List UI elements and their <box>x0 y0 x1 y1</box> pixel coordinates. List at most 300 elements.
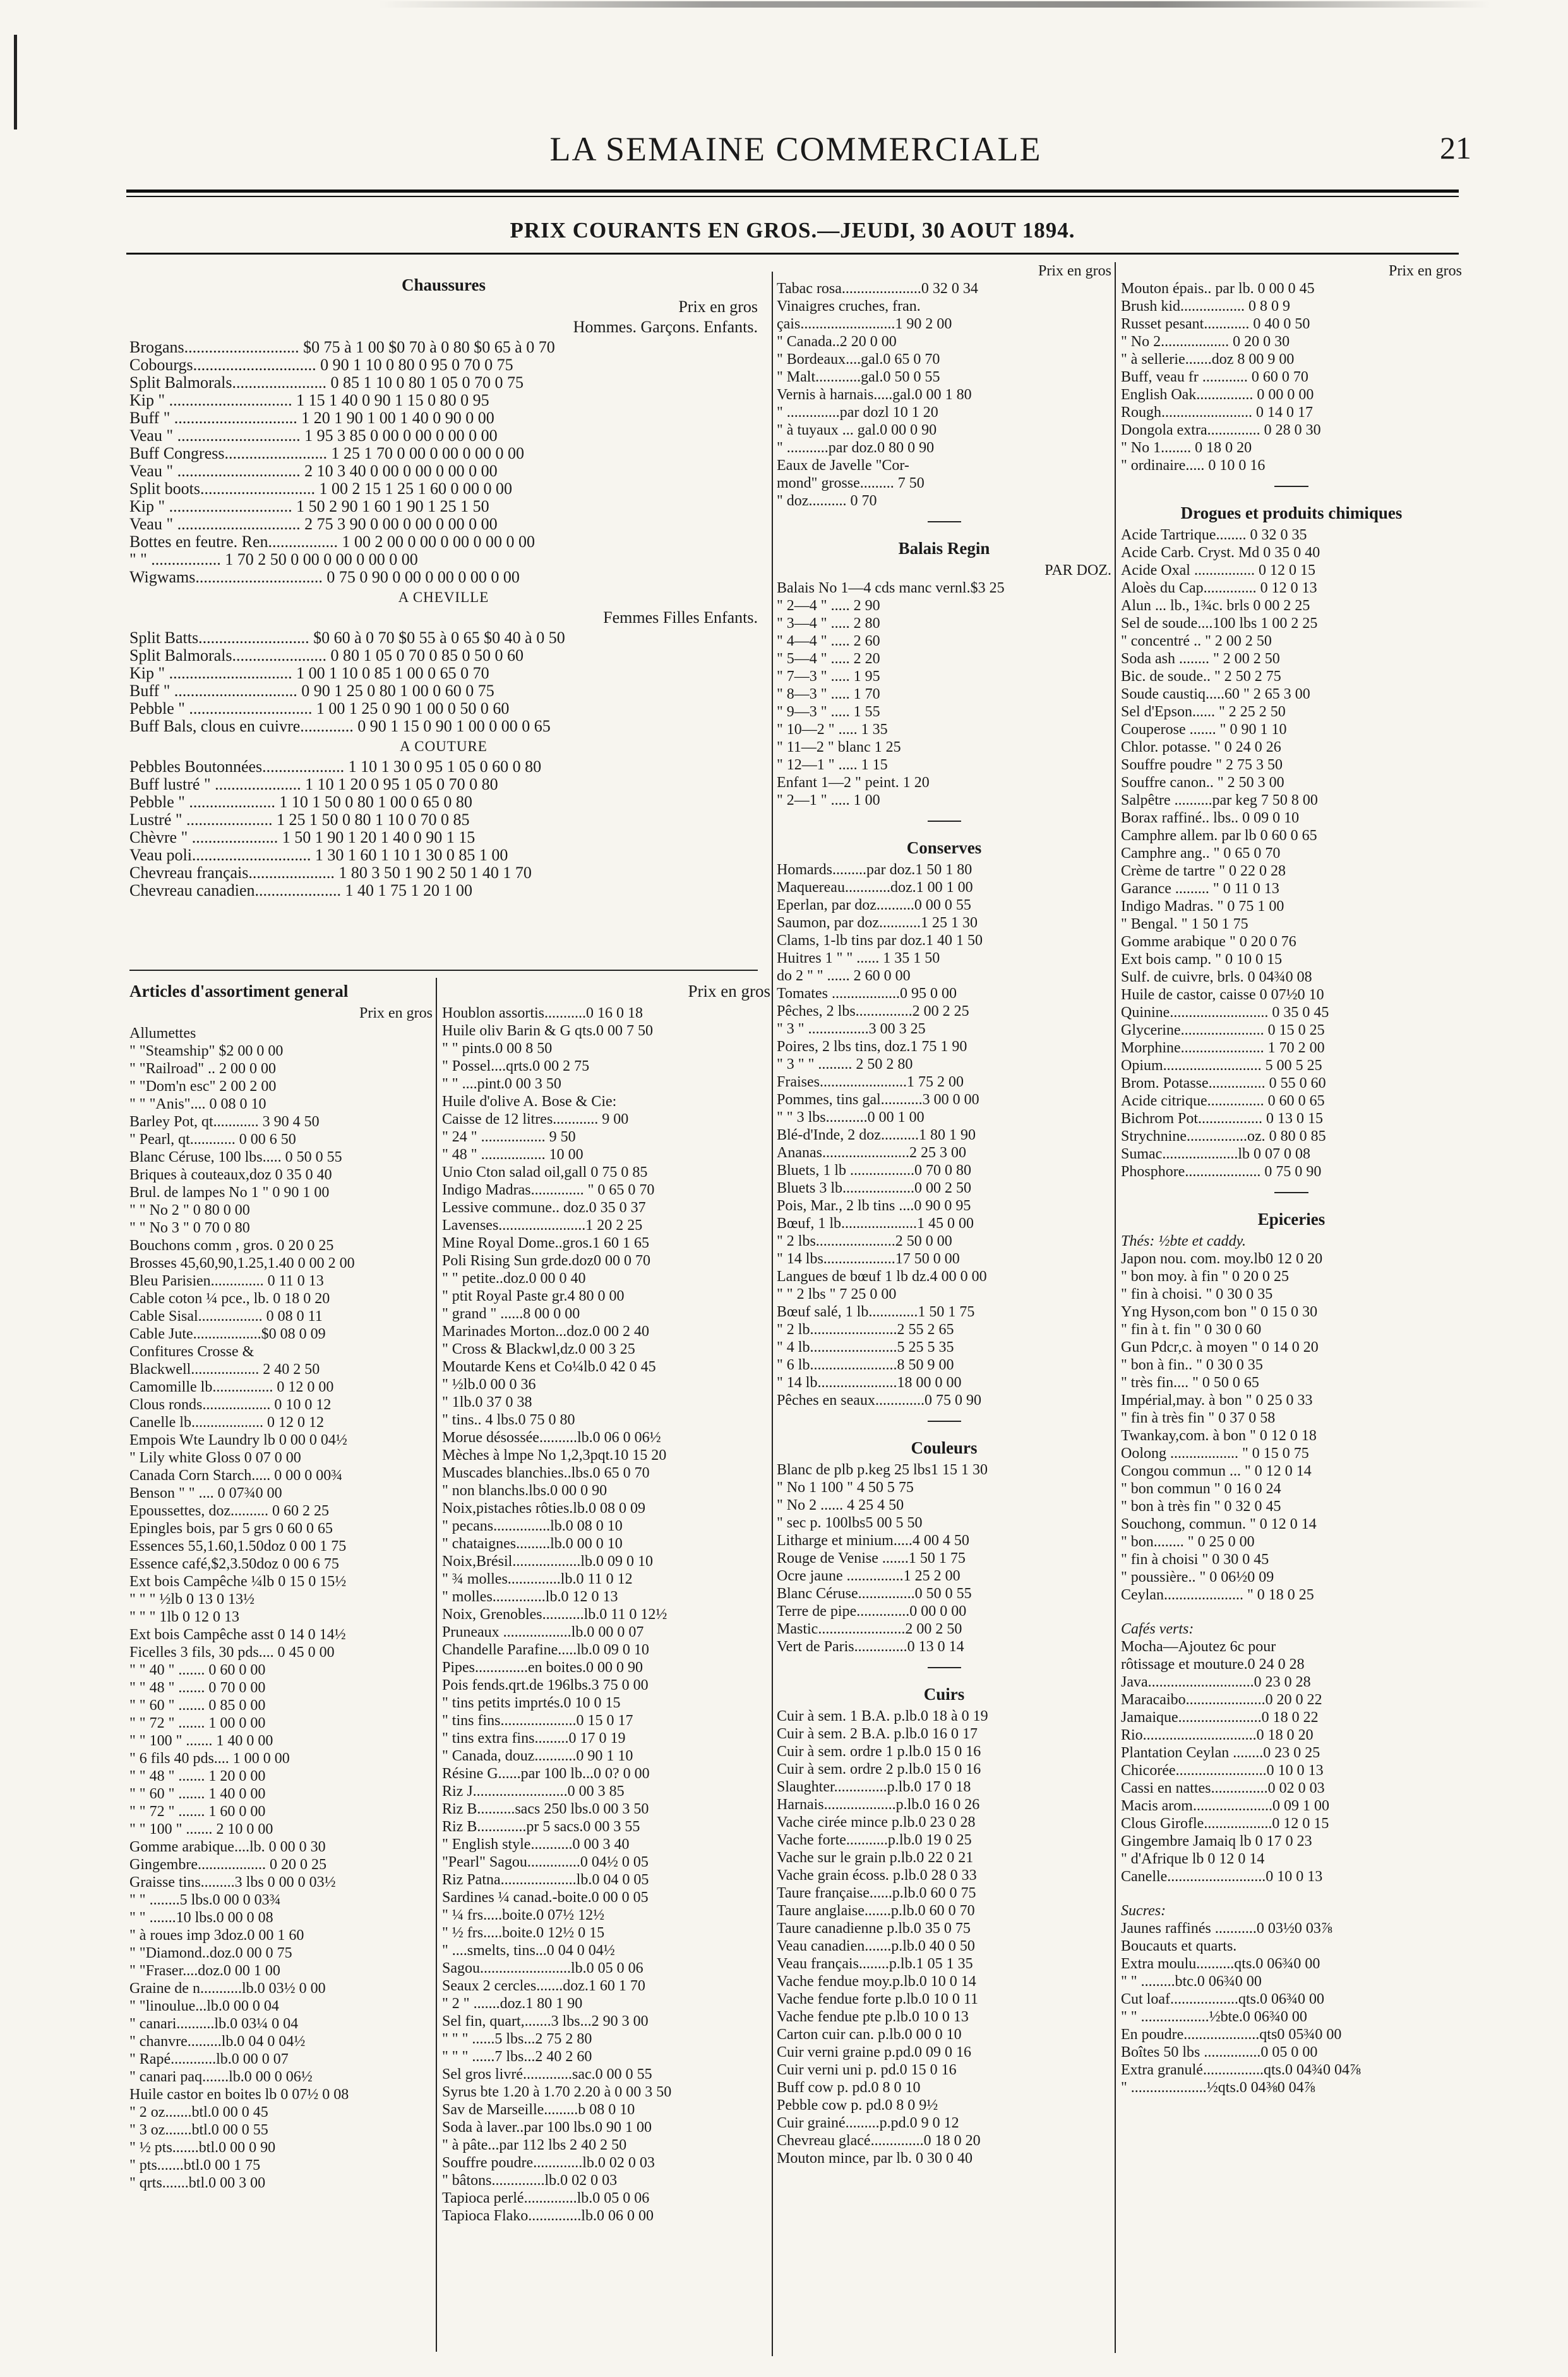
price-row: Souffre canon.. " 2 50 3 00 <box>1121 774 1284 791</box>
price-row: Impérial,may. à bon " 0 25 0 33 <box>1121 1392 1313 1409</box>
price-row: Rough........................ 0 14 0 17 <box>1121 404 1314 421</box>
price-row: Confitures Crosse & <box>129 1344 254 1360</box>
price-row: " No 2 ...... 4 25 4 50 <box>777 1497 904 1513</box>
price-row: " 2 lbs.....................2 50 0 00 <box>777 1233 952 1249</box>
price-row: Veau poli............................. 1 30 1 60 1 10 1 30 0 85 1 00 <box>129 846 508 864</box>
price-row: Tapioca Flako..............lb.0 06 0 00 <box>442 2208 654 2224</box>
price-row: Huile d'olive A. Bose & Cie: <box>442 1093 617 1110</box>
price-row: Gomme arabique " 0 20 0 76 <box>1121 934 1296 950</box>
price-row: " bon........ " 0 25 0 00 <box>1121 1534 1255 1550</box>
price-row: " " " ......5 lbs...2 75 2 80 <box>442 2031 592 2047</box>
price-row: " poussière.. " 0 06½0 09 <box>1121 1569 1274 1586</box>
price-row: Graine de n...........lb.0 03½ 0 00 <box>129 1980 326 1997</box>
price-row: " " " 1lb 0 12 0 13 <box>129 1609 240 1625</box>
prices-heading: Prix en gros <box>688 982 770 1001</box>
price-row: " 2 " .......doz.1 80 1 90 <box>442 1995 583 2012</box>
column-articles <box>129 978 433 2192</box>
price-row: " ¼ frs.....boite.0 07½ 12½ <box>442 1907 605 1923</box>
price-row: " ....................½qts.0 04⅜0 04⅞ <box>1121 2079 1315 2096</box>
price-row: Kip " .............................. 1 00 1 10 0 85 1 00 0 65 0 70 <box>129 665 489 682</box>
price-row: " fin à choisi. " 0 30 0 35 <box>1121 1286 1273 1303</box>
price-row: " Canada, douz...........0 90 1 10 <box>442 1748 633 1764</box>
price-row: Morue désossée..........lb.0 06 0 06½ <box>442 1429 661 1446</box>
price-row: Huile castor en boites lb 0 07½ 0 08 <box>129 2086 349 2103</box>
price-row: " 3 " ................3 00 3 25 <box>777 1021 926 1037</box>
scan-artifact-left <box>14 35 17 129</box>
price-row: Buff Congress......................... 1 25 1 70 0 00 0 00 0 00 0 00 <box>129 445 524 462</box>
price-row: Opium.......................... 5 00 5 25 <box>1121 1057 1322 1074</box>
price-row: Buff cow p. pd.0 8 0 10 <box>777 2079 921 2096</box>
price-row: "Pearl" Sagou..............0 04½ 0 05 <box>442 1854 649 1870</box>
price-row: " ptit Royal Paste gr.4 80 0 00 <box>442 1288 625 1304</box>
price-row: Huitres 1 " " ...... 1 35 1 50 <box>777 950 940 966</box>
price-row: " ½lb.0 00 0 36 <box>442 1376 536 1393</box>
price-row: Moutarde Kens et Co¼lb.0 42 0 45 <box>442 1359 656 1375</box>
price-row: " " No 2 " 0 80 0 00 <box>129 1202 250 1219</box>
price-row: " Canada..2 20 0 00 <box>777 334 897 350</box>
price-row: Pebble " ..................... 1 10 1 50 0 80 1 00 0 65 0 80 <box>129 793 472 811</box>
price-row: " 14 lb.....................18 00 0 00 <box>777 1375 962 1391</box>
prices-heading: Prix en gros <box>359 1005 433 1021</box>
price-row: Pois, Mar., 2 lb tins ....0 90 0 95 <box>777 1198 971 1214</box>
price-row: Buff, veau fr ............ 0 60 0 70 <box>1121 369 1308 385</box>
price-row: " " 3 lbs...........0 00 1 00 <box>777 1109 925 1126</box>
price-row: " bon commun " 0 16 0 24 <box>1121 1481 1281 1497</box>
price-row: Kip " .............................. 1 50 2 90 1 60 1 90 1 25 1 50 <box>129 498 489 515</box>
price-row: Sav de Marseille.........b 08 0 10 <box>442 2102 635 2118</box>
price-row: Maracaibo.....................0 20 0 22 <box>1121 1692 1322 1708</box>
price-row: " " pints.0 00 8 50 <box>442 1040 553 1057</box>
price-row: Blanc Céruse, 100 lbs..... 0 50 0 55 <box>129 1149 342 1165</box>
price-row: Cobourgs.............................. 0 90 1 10 0 80 0 95 0 70 0 75 <box>129 356 513 374</box>
price-row: Brul. de lampes No 1 " 0 90 1 00 <box>129 1184 330 1201</box>
unit-label: PAR DOZ. <box>1044 562 1111 579</box>
price-row: Gomme arabique....lb. 0 00 0 30 <box>129 1839 326 1855</box>
price-row: " 14 lbs...................17 50 0 00 <box>777 1251 960 1267</box>
price-row: Cuir à sem. 1 B.A. p.lb.0 18 à 0 19 <box>777 1708 988 1724</box>
price-row: Poli Rising Sun grde.doz0 00 0 70 <box>442 1253 651 1269</box>
price-row: Caisse de 12 litres............ 9 00 <box>442 1111 629 1128</box>
price-row: " ½ pts.......btl.0 00 0 90 <box>129 2139 276 2156</box>
price-row: " tins extra fins.........0 17 0 19 <box>442 1730 626 1747</box>
price-row: Strychnine................oz. 0 80 0 85 <box>1121 1128 1326 1145</box>
price-row: Vache sur le grain p.lb.0 22 0 21 <box>777 1850 974 1866</box>
price-row: Vache fendue pte p.lb.0 10 0 13 <box>777 2009 969 2025</box>
price-row: " No 1........ 0 18 0 20 <box>1121 440 1252 456</box>
price-row: Ceylan..................... " 0 18 0 25 <box>1121 1587 1314 1603</box>
price-row: Marinades Morton...doz.0 00 2 40 <box>442 1323 649 1340</box>
price-row: Plantation Ceylan ........0 23 0 25 <box>1121 1745 1320 1761</box>
price-row: " fin à t. fin " 0 30 0 60 <box>1121 1321 1262 1338</box>
price-row: Balais No 1—4 cds manc vernl.$3 25 <box>777 580 1005 596</box>
section-heading: Articles d'assortiment general <box>129 982 349 1001</box>
price-row: " Bordeaux....gal.0 65 0 70 <box>777 351 940 368</box>
price-row: Bœuf salé, 1 lb.............1 50 1 75 <box>777 1304 975 1320</box>
page-header <box>133 129 1471 174</box>
price-row: " 3 " " ......... 2 50 2 80 <box>777 1056 913 1073</box>
price-row: Huile de castor, caisse 0 07½0 10 <box>1121 987 1324 1003</box>
price-row: Muscades blanchies..lbs.0 65 0 70 <box>442 1465 650 1481</box>
price-row: Buff Bals, clous en cuivre............. 0 90 1 15 0 90 1 00 0 00 0 65 <box>129 718 551 735</box>
price-row: Blé-d'Inde, 2 doz..........1 80 1 90 <box>777 1127 976 1143</box>
price-row: Pebble " .............................. 1 00 1 25 0 90 1 00 0 50 0 60 <box>129 700 510 718</box>
price-row: " "Diamond..doz.0 00 0 75 <box>129 1945 292 1961</box>
price-row: Vache forte...........p.lb.0 19 0 25 <box>777 1832 972 1848</box>
section-rule <box>129 970 758 971</box>
price-row: Glycerine...................... 0 15 0 25 <box>1121 1022 1325 1038</box>
price-row: " " ....pint.0 00 3 50 <box>442 1076 561 1092</box>
price-row: " fin à choisi " 0 30 0 45 <box>1121 1551 1269 1568</box>
price-row: Soda à laver..par 100 lbs.0 90 1 00 <box>442 2119 652 2136</box>
price-row: Harnais...................p.lb.0 16 0 26 <box>777 1796 980 1813</box>
price-row: " 24 " ................. 9 50 <box>442 1129 576 1145</box>
price-row: " à pâte...par 112 lbs 2 40 2 50 <box>442 2137 627 2153</box>
price-row: Homards.........par doz.1 50 1 80 <box>777 862 973 878</box>
section-heading: Balais Regin <box>898 539 990 558</box>
price-row: Sel de soude....100 lbs 1 00 2 25 <box>1121 615 1318 632</box>
price-row: " qrts.......btl.0 00 3 00 <box>129 2175 266 2191</box>
price-row: Java............................0 23 0 28 <box>1121 1674 1311 1690</box>
price-row: Noix,Brésil..................lb.0 09 0 10 <box>442 1553 653 1570</box>
price-row: " 2 lb.......................2 55 2 65 <box>777 1321 954 1338</box>
price-row: Cuir à sem. ordre 2 p.lb.0 15 0 16 <box>777 1761 981 1778</box>
price-row: Cassi en nattes...............0 02 0 03 <box>1121 1780 1325 1796</box>
price-row: " Possel....qrts.0 00 2 75 <box>442 1058 590 1074</box>
price-row: Riz B..........sacs 250 lbs.0 00 3 50 <box>442 1801 649 1817</box>
price-row: çais.........................1 90 2 00 <box>777 316 952 332</box>
price-row: " 5—4 " ..... 2 20 <box>777 651 880 667</box>
price-row: " " 72 " ....... 1 60 0 00 <box>129 1803 266 1820</box>
price-row: Quinine.......................... 0 35 0 45 <box>1121 1004 1329 1021</box>
price-row: " ½ frs.....boite.0 12½ 0 15 <box>442 1925 605 1941</box>
price-row: Ext bois camp. " 0 10 0 15 <box>1121 951 1283 968</box>
price-list <box>1121 280 1462 474</box>
price-row: Tabac rosa.....................0 32 0 34 <box>777 280 978 297</box>
price-row: " Malt............gal.0 50 0 55 <box>777 369 940 385</box>
price-row: Mocha—Ajoutez 6c pour <box>1121 1639 1276 1655</box>
price-row: Houblon assortis...........0 16 0 18 <box>442 1005 643 1021</box>
price-row: " 9—3 " ..... 1 55 <box>777 704 880 720</box>
price-row: Acide Tartrique........ 0 32 0 35 <box>1121 527 1307 543</box>
price-row: mond" grosse......... 7 50 <box>777 475 925 491</box>
section-heading: Epiceries <box>1257 1210 1326 1229</box>
price-row: " tins fins....................0 15 0 17 <box>442 1712 633 1729</box>
price-row: " molles..............lb.0 12 0 13 <box>442 1589 618 1605</box>
price-row: Briques à couteaux,doz 0 35 0 40 <box>129 1167 332 1183</box>
price-row: Benson " " .... 0 07¾0 00 <box>129 1485 282 1501</box>
price-row: " " " ½lb 0 13 0 13½ <box>129 1591 255 1608</box>
separator <box>777 1656 1111 1681</box>
price-row: Couperose ....... " 0 90 1 10 <box>1121 721 1287 738</box>
price-row: Vert de Paris..............0 13 0 14 <box>777 1639 964 1655</box>
price-row: " très fin.... " 0 50 0 65 <box>1121 1375 1259 1391</box>
price-row: " 4—4 " ..... 2 60 <box>777 633 880 649</box>
separator <box>777 510 1111 535</box>
price-row: Cuir à sem. 2 B.A. p.lb.0 16 0 17 <box>777 1726 978 1742</box>
price-row: Ext bois Campêche ¼lb 0 15 0 15½ <box>129 1574 347 1590</box>
price-row: Eperlan, par doz..........0 00 0 55 <box>777 897 971 913</box>
price-row: " 3 oz.......btl.0 00 0 55 <box>129 2122 268 2138</box>
price-row: Bouchons comm , gros. 0 20 0 25 <box>129 1237 334 1254</box>
price-row: " "Dom'n esc" 2 00 2 00 <box>129 1078 277 1095</box>
price-list <box>777 861 1111 1409</box>
price-row: Indigo Madras. " 0 75 1 00 <box>1121 898 1284 915</box>
price-row: Cut loaf..................qts.0 06¾0 00 <box>1121 1991 1324 2007</box>
price-row: Pruneaux ..................lb.0 00 0 07 <box>442 1624 644 1640</box>
price-row: " ordinaire..... 0 10 0 16 <box>1121 457 1266 474</box>
price-row: " 4 lb.......................5 25 5 35 <box>777 1339 954 1356</box>
section-heading: Drogues et produits chimiques <box>1180 503 1403 522</box>
prices-heading: Prix en gros <box>678 298 758 316</box>
price-row: Cable Jute..................$0 08 0 09 <box>129 1326 326 1342</box>
price-row: Rouge de Venise .......1 50 1 75 <box>777 1550 966 1567</box>
price-row: " " ........5 lbs.0 00 0 03¾ <box>129 1892 281 1908</box>
price-row: " 6 fils 40 pds.... 1 00 0 00 <box>129 1750 290 1767</box>
subsection-heading: A COUTURE <box>400 738 488 754</box>
price-row: Bottes en feutre. Ren................. 1 00 2 00 0 00 0 00 0 00 0 00 <box>129 533 535 551</box>
price-row: Jaunes raffinés ...........0 03½0 03⅞ <box>1121 1920 1332 1937</box>
price-row: " " ..................½bte.0 06¾0 00 <box>1121 2009 1307 2025</box>
price-row: Split boots............................ 1 00 2 15 1 25 1 60 0 00 0 00 <box>129 480 512 498</box>
price-row: Vernis à harnais.....gal.0 00 1 80 <box>777 387 972 403</box>
price-row: " tins petits imprtés.0 10 0 15 <box>442 1695 621 1711</box>
price-row: Sumac....................lb 0 07 0 08 <box>1121 1146 1310 1162</box>
price-row: Sel d'Epson...... " 2 25 2 50 <box>1121 704 1286 720</box>
price-row: Rio..............................0 18 0 20 <box>1121 1727 1314 1743</box>
price-row: Bic. de soude.. " 2 50 2 75 <box>1121 668 1281 685</box>
price-row: " " " ......7 lbs...2 40 2 60 <box>442 2049 592 2065</box>
price-row: " concentré .. " 2 00 2 50 <box>1121 633 1272 649</box>
price-row: Vache cirée mince p.lb.0 23 0 28 <box>777 1814 976 1831</box>
price-row: Twankay,com. à bon " 0 12 0 18 <box>1121 1428 1317 1444</box>
price-row: Noix, Grenobles...........lb.0 11 0 12½ <box>442 1606 667 1623</box>
price-row: Souffre poudre.............lb.0 02 0 03 <box>442 2155 655 2171</box>
section-heading: Cuirs <box>923 1685 965 1704</box>
price-row: " " 2 lbs " 7 25 0 00 <box>777 1286 897 1303</box>
price-row: Camomille lb................ 0 12 0 00 <box>129 1379 334 1395</box>
price-row: " 8—3 " ..... 1 70 <box>777 686 880 702</box>
price-row: " canari paq.......lb.0 00 0 06½ <box>129 2069 313 2085</box>
price-row: Epingles bois, par 5 grs 0 60 0 65 <box>129 1520 333 1537</box>
column-rule <box>1115 262 1116 2353</box>
price-row: Chevreau canadien..................... 1 40 1 75 1 20 1 00 <box>129 882 473 900</box>
price-row: Dongola extra.............. 0 28 0 30 <box>1121 422 1321 438</box>
price-row: Cable coton ¼ pce., lb. 0 18 0 20 <box>129 1291 330 1307</box>
price-row: Chèvre " ..................... 1 50 1 90 1 20 1 40 0 90 1 15 <box>129 829 476 846</box>
price-row: Chevreau français..................... 1 80 3 50 1 90 2 50 1 40 1 70 <box>129 864 532 882</box>
price-row: Bluets, 1 lb .................0 70 0 80 <box>777 1162 972 1179</box>
price-row: Terre de pipe..............0 00 0 00 <box>777 1603 967 1620</box>
price-row: Cuir verni uni p. pd.0 15 0 16 <box>777 2062 957 2078</box>
price-row: " " 48 " ....... 0 70 0 00 <box>129 1680 266 1696</box>
price-row: Mèches à lmpe No 1,2,3pqt.10 15 20 <box>442 1447 667 1464</box>
price-row: Macis arom.....................0 09 1 00 <box>1121 1798 1329 1814</box>
price-row: " " 40 " ....... 0 60 0 00 <box>129 1662 266 1678</box>
price-row: Acide citrique............... 0 60 0 65 <box>1121 1093 1325 1109</box>
price-row: Maquereau............doz.1 00 1 00 <box>777 879 973 896</box>
price-row: Salpêtre ..........par keg 7 50 8 00 <box>1121 792 1318 809</box>
price-row: " "Railroad" .. 2 00 0 00 <box>129 1061 277 1077</box>
price-row: Bleu Parisien.............. 0 11 0 13 <box>129 1273 324 1289</box>
price-row: Acide Carb. Cryst. Md 0 35 0 40 <box>1121 545 1320 561</box>
price-row: Blackwell.................. 2 40 2 50 <box>129 1361 320 1378</box>
price-row: Alun ... lb., 1¾c. brls 0 00 2 25 <box>1121 598 1310 614</box>
price-row: Langues de bœuf 1 lb dz.4 00 0 00 <box>777 1268 987 1285</box>
price-row: " 7—3 " ..... 1 95 <box>777 668 880 685</box>
price-row: " " 48 " ....... 1 20 0 00 <box>129 1768 266 1784</box>
price-row: " 2—1 " ..... 1 00 <box>777 792 880 809</box>
column-rule <box>772 272 773 2356</box>
price-row: " ..............par dozl 10 1 20 <box>777 404 938 421</box>
section-heading: Chaussures <box>401 275 486 294</box>
price-row: " "Fraser....doz.0 00 1 00 <box>129 1963 280 1979</box>
price-row: Poires, 2 lbs tins, doz.1 75 1 90 <box>777 1038 967 1055</box>
price-row: Gun Pdcr,c. à moyen " 0 14 0 20 <box>1121 1339 1319 1356</box>
price-row: Clams, 1-lb tins par doz.1 40 1 50 <box>777 932 983 949</box>
price-row: Sagou........................lb.0 05 0 06 <box>442 1960 643 1977</box>
price-row: Saumon, par doz...........1 25 1 30 <box>777 915 978 931</box>
price-row: Mine Royal Dome..gros.1 60 1 65 <box>442 1235 649 1251</box>
price-row: Huile oliv Barin & G qts.0 00 7 50 <box>442 1023 653 1039</box>
price-row: Congou commun ... " 0 12 0 14 <box>1121 1463 1312 1479</box>
price-row: Soude caustiq.....60 " 2 65 3 00 <box>1121 686 1310 702</box>
price-row: Brogans............................ $0 75 à 1 00 $0 70 à 0 80 $0 65 à 0 70 <box>129 339 555 356</box>
price-row: Yng Hyson,com bon " 0 15 0 30 <box>1121 1304 1318 1320</box>
price-row: " bâtons..............lb.0 02 0 03 <box>442 2172 618 2189</box>
price-row: " Cross & Blackwl,dz.0 00 3 25 <box>442 1341 635 1357</box>
price-row: Tapioca perlé..............lb.0 05 0 06 <box>442 2190 650 2206</box>
price-row: Eaux de Javelle "Cor- <box>777 457 909 474</box>
price-row: " " 72 " ....... 1 00 0 00 <box>129 1715 266 1731</box>
page-title: LA SEMAINE COMMERCIALE <box>549 130 1042 168</box>
price-row: " ...........par doz.0 80 0 90 <box>777 440 935 456</box>
subsection-label: Thés: ½bte et caddy. <box>1121 1233 1246 1249</box>
price-row: " ....smelts, tins...0 04 0 04½ <box>442 1942 615 1959</box>
page-number: 21 <box>1440 130 1471 165</box>
price-row: Enfant 1—2 " peint. 1 20 <box>777 774 930 791</box>
price-row: " 3—4 " ..... 2 80 <box>777 615 880 632</box>
price-row: Sulf. de cuivre, brls. 0 04¾0 08 <box>1121 969 1312 985</box>
price-row: " " ................. 1 70 2 50 0 00 0 00 0 00 0 00 <box>129 551 418 569</box>
price-row: " sec p. 100lbs5 00 5 50 <box>777 1515 923 1531</box>
price-row: " bon à très fin " 0 32 0 45 <box>1121 1498 1281 1515</box>
price-row: " bon à fin.. " 0 30 0 35 <box>1121 1357 1263 1373</box>
header-rule-thin <box>126 196 1459 197</box>
section-heading: Couleurs <box>911 1438 978 1457</box>
price-row: " chanvre.........lb.0 04 0 04½ <box>129 2033 306 2050</box>
price-row: Mouton épais.. par lb. 0 00 0 45 <box>1121 280 1315 297</box>
price-row: Kip " .............................. 1 15 1 40 0 90 1 15 0 80 0 95 <box>129 392 489 409</box>
price-row: Vache fendue forte p.lb.0 10 0 11 <box>777 1991 979 2007</box>
price-row: " à sellerie.......doz 8 00 9 00 <box>1121 351 1295 368</box>
price-row: " chataignes.........lb.0 00 0 10 <box>442 1536 623 1552</box>
price-row: Boucauts et quarts. <box>1121 1938 1237 1954</box>
price-row: Bœuf, 1 lb....................1 45 0 00 <box>777 1215 974 1232</box>
price-row: " 2 oz.......btl.0 00 0 45 <box>129 2104 268 2121</box>
column-chaussures <box>129 272 758 900</box>
price-row: Boîtes 50 lbs ...............0 05 0 00 <box>1121 2044 1318 2061</box>
price-row: Phosphore.................... 0 75 0 90 <box>1121 1164 1322 1180</box>
price-row: Fraises.......................1 75 2 00 <box>777 1074 964 1090</box>
price-row: " 10—2 " ..... 1 35 <box>777 721 888 738</box>
price-row: Buff " .............................. 0 90 1 25 0 80 1 00 0 60 0 75 <box>129 682 494 700</box>
price-row: Empois Wte Laundry lb 0 00 0 04½ <box>129 1432 347 1448</box>
price-row: Cable Sisal................. 0 08 0 11 <box>129 1308 323 1325</box>
price-row: Riz Patna....................lb.0 04 0 05 <box>442 1872 649 1888</box>
price-row: " 48 " ................. 10 00 <box>442 1146 584 1163</box>
price-row: " " "Anis".... 0 08 0 10 <box>129 1096 266 1112</box>
price-row: Canelle..........................0 10 0 13 <box>1121 1869 1323 1885</box>
price-row: " à roues imp 3doz.0 00 1 60 <box>129 1927 304 1944</box>
price-list <box>777 1461 1111 1656</box>
scan-artifact-top <box>379 1 1490 8</box>
price-row: Brosses 45,60,90,1.25,1.40 0 00 2 00 <box>129 1255 355 1272</box>
price-row: " No 1 100 " 4 50 5 75 <box>777 1479 914 1496</box>
price-row: Barley Pot, qt............ 3 90 4 50 <box>129 1114 320 1130</box>
price-row: " non blanchs.lbs.0 00 0 90 <box>442 1483 607 1499</box>
price-row: Riz J.........................0 00 3 85 <box>442 1783 625 1800</box>
price-row: Cuir à sem. ordre 1 p.lb.0 15 0 16 <box>777 1743 981 1760</box>
price-row: Résine G......par 100 lb...0 0? 0 00 <box>442 1766 650 1782</box>
price-row: Indigo Madras.............. " 0 65 0 70 <box>442 1182 655 1198</box>
price-row: do 2 " " ...... 2 60 0 00 <box>777 968 911 984</box>
categories-header: Hommes. Garçons. Enfants. <box>573 318 758 336</box>
separator <box>777 809 1111 834</box>
price-row: Taure française......p.lb.0 60 0 75 <box>777 1885 976 1901</box>
price-list <box>1121 1638 1462 1886</box>
price-row: Noix,pistaches rôties.lb.0 08 0 09 <box>442 1500 645 1517</box>
price-row: " Lily white Gloss 0 07 0 00 <box>129 1450 301 1466</box>
price-row: Camphre ang.. " 0 65 0 70 <box>1121 845 1281 862</box>
price-row: Syrus bte 1.20 à 1.70 2.20 à 0 00 3 50 <box>442 2084 672 2100</box>
price-row: " pecans...............lb.0 08 0 10 <box>442 1518 623 1534</box>
column-articles-cont <box>442 978 770 2225</box>
price-row: Acide Oxal ................ 0 12 0 15 <box>1121 562 1315 579</box>
price-row: Extra moulu..........qts.0 06¾0 00 <box>1121 1956 1320 1972</box>
price-row: Gingembre Jamaiq lb 0 17 0 23 <box>1121 1833 1312 1850</box>
price-row: " "Steamship" $2 00 0 00 <box>129 1043 284 1059</box>
price-row: Clous Girofle..................0 12 0 15 <box>1121 1815 1329 1832</box>
price-row: Bichrom Pot................. 0 13 0 15 <box>1121 1110 1324 1127</box>
price-row: Epoussettes, doz.......... 0 60 2 25 <box>129 1503 329 1519</box>
price-list <box>777 280 1111 510</box>
price-row: Split Batts........................... $0 60 à 0 70 $0 55 à 0 65 $0 40 à 0 50 <box>129 629 565 647</box>
price-row: Cuir verni graine p.pd.0 09 0 16 <box>777 2044 971 2061</box>
subsection-heading: A CHEVILLE <box>398 589 489 605</box>
price-row: Veau français........p.lb.1 05 1 35 <box>777 1956 973 1972</box>
price-row: Canelle lb................... 0 12 0 12 <box>129 1414 324 1431</box>
price-row: Pommes, tins gal...........3 00 0 00 <box>777 1092 979 1108</box>
price-row: Cuir grainé.........p.pd.0 9 0 12 <box>777 2115 959 2131</box>
price-row: Pebble cow p. pd.0 8 0 9½ <box>777 2097 938 2114</box>
column-three <box>777 262 1111 2167</box>
column-four <box>1121 262 1462 2097</box>
price-row: Split Balmorals....................... 0 85 1 10 0 80 1 05 0 70 0 75 <box>129 374 524 392</box>
price-row: Vinaigres cruches, fran. <box>777 298 921 315</box>
price-row: Ext bois Campêche asst 0 14 0 14½ <box>129 1627 346 1643</box>
price-list <box>1121 1920 1462 2097</box>
price-row: " ¾ molles..............lb.0 11 0 12 <box>442 1571 633 1587</box>
price-row: Pois fends.qrt.de 196lbs.3 75 0 00 <box>442 1677 649 1694</box>
subsection-label: Cafés verts: <box>1121 1621 1194 1637</box>
price-row: Jamaique......................0 18 0 22 <box>1121 1709 1319 1726</box>
price-row: " 2—4 " ..... 2 90 <box>777 598 880 614</box>
price-row: Riz B.............pr 5 sacs.0 00 3 55 <box>442 1819 640 1835</box>
price-row: " " 100 " ....... 2 10 0 00 <box>129 1821 273 1838</box>
price-row: Lessive commune.. doz.0 35 0 37 <box>442 1200 646 1216</box>
price-row: Tomates ..................0 95 0 00 <box>777 985 957 1002</box>
separator <box>1121 1181 1462 1206</box>
